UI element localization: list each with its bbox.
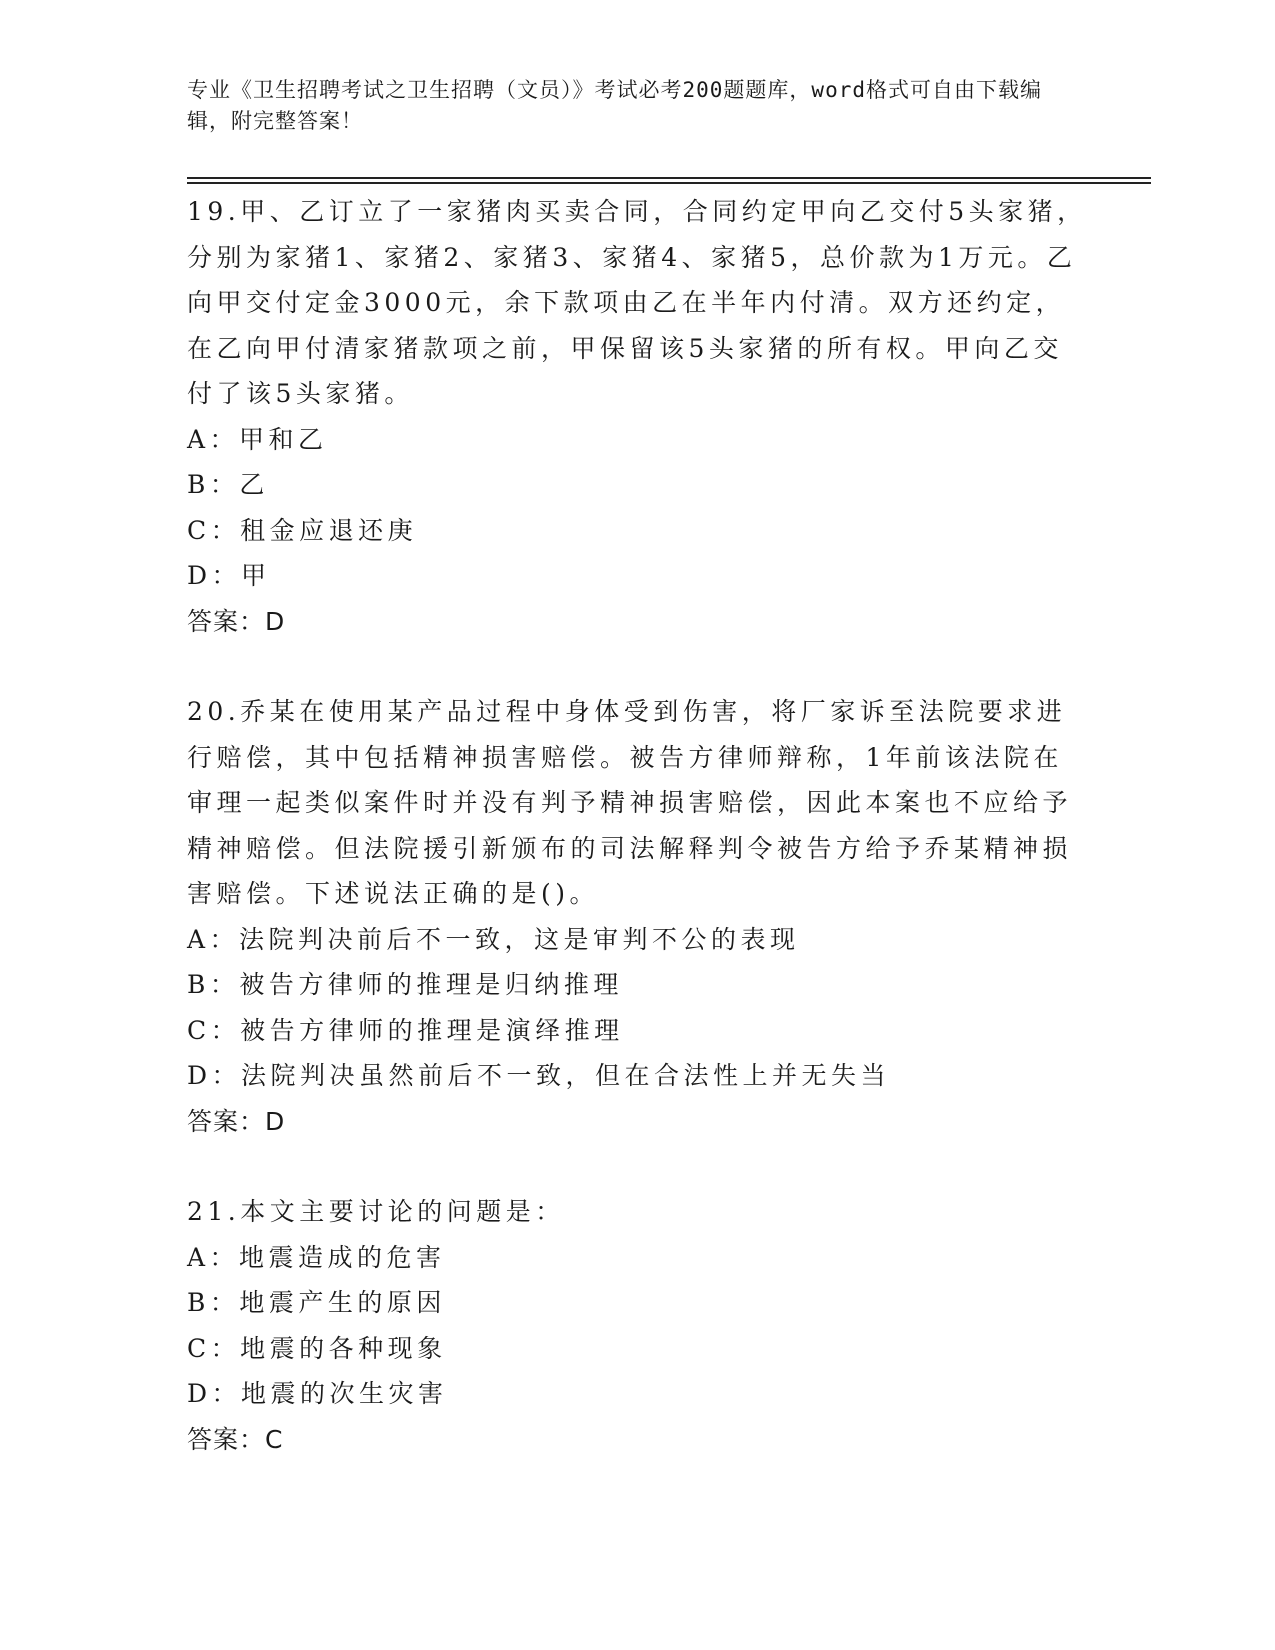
header-rule-bottom (187, 182, 1151, 184)
question-list (187, 189, 1087, 1462)
option-a: A：地震造成的危害 (187, 1242, 446, 1272)
header-rule-top (187, 177, 1151, 179)
question-stem: 20.乔某在使用某产品过程中身体受到伤害，将厂家诉至法院要求进行赔偿，其中包括精神损害赔偿。被告方律师辩称，1年前该法院在审理一起类似案件时并没有判予精神损害赔偿，因此本案也不应给予精神赔偿。但法院援引新颁布的司法解释判令被告方给予乔某精神损害赔偿。下述说法正确的是()。 (187, 697, 1073, 908)
answer-line: 答案：D (187, 606, 286, 636)
answer-line: 答案：D (187, 1106, 286, 1136)
option-c: C：被告方律师的推理是演绎推理 (187, 1015, 624, 1045)
question-stem: 21.本文主要讨论的问题是： (187, 1197, 565, 1226)
question-spacer (187, 1144, 1087, 1189)
option-a: A：甲和乙 (187, 424, 328, 454)
question-spacer (187, 644, 1087, 689)
option-c: C：租金应退还庚 (187, 515, 418, 545)
question-stem: 19.甲、乙订立了一家猪肉买卖合同，合同约定甲向乙交付5头家猪，分别为家猪1、家猪2、家猪3、家猪4、家猪5，总价款为1万元。乙向甲交付定金3000元，余下款项由乙在半年内付清。双方还约定，在乙向甲付清家猪款项之前，甲保留该5头家猪的所有权。甲向乙交付了该5头家猪。 (187, 197, 1087, 408)
option-b: B：乙 (187, 470, 269, 499)
option-c: C：地震的各种现象 (187, 1333, 447, 1363)
answer-line: 答案：C (187, 1424, 284, 1454)
question-19 (187, 189, 1087, 644)
option-b: B：地震产生的原因 (187, 1288, 446, 1317)
document-header: 专业《卫生招聘考试之卫生招聘（文员）》考试必考200题题库，word格式可自由下载编辑，附完整答案！ (187, 78, 1042, 133)
option-d: D：法院判决虽然前后不一致，但在合法性上并无失当 (187, 1061, 891, 1090)
question-20 (187, 689, 1087, 1144)
option-a: A：法院判决前后不一致，这是审判不公的表现 (187, 924, 800, 954)
option-b: B：被告方律师的推理是归纳推理 (187, 970, 623, 999)
question-21 (187, 1189, 1087, 1462)
option-d: D：甲 (187, 561, 271, 590)
option-d: D：地震的次生灾害 (187, 1379, 448, 1408)
